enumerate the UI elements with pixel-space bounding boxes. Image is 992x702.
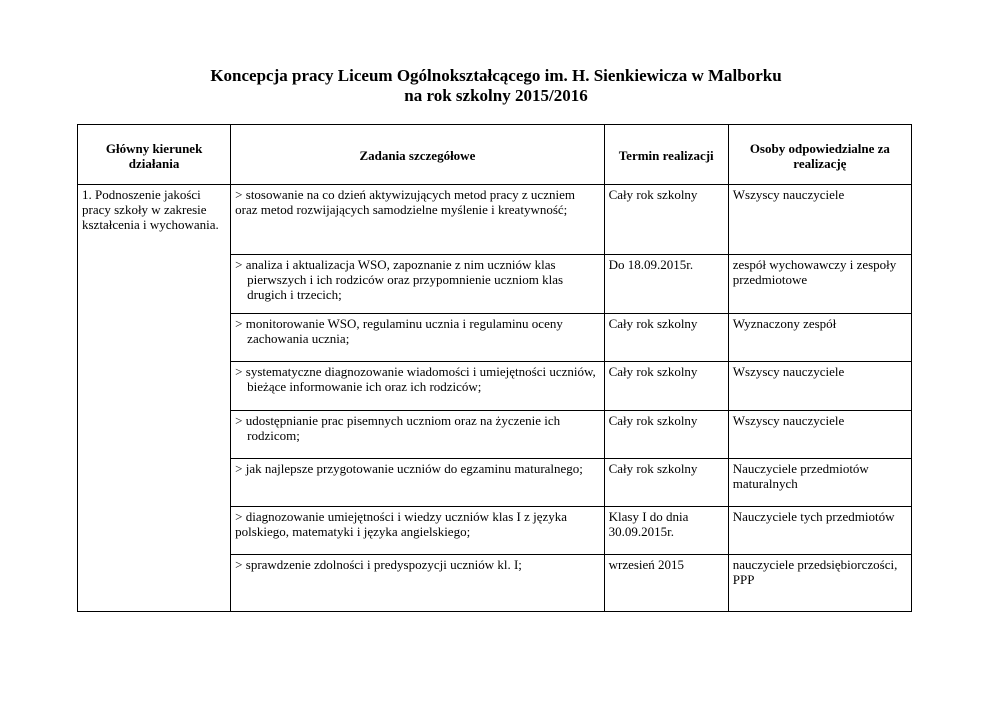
task-text: > sprawdzenie zdolności i predyspozycji uczniów kl. I; <box>235 556 522 572</box>
term-cell: Do 18.09.2015r. <box>604 254 728 314</box>
task-text: > stosowanie na co dzień aktywizujących metod pracy z uczniem oraz metod rozwijających samodzielne myślenie i kreatywność; <box>235 187 575 217</box>
task-text: > jak najlepsze przygotowanie uczniów do egzaminu maturalnego; <box>235 460 583 476</box>
task-cell <box>231 254 604 314</box>
responsible-cell: nauczyciele przedsiębiorczości, PPP <box>728 554 911 611</box>
task-cell <box>231 554 604 611</box>
responsible-cell: Wszyscy nauczyciele <box>728 185 911 255</box>
responsible-cell: Nauczyciele tych przedmiotów <box>728 506 911 554</box>
task-cell <box>231 506 604 554</box>
task-text: > analiza i aktualizacja WSO, zapoznanie z nim uczniów klas pierwszych i ich rodziców oraz przypomnienie uczniom klas drugich i trzecich; <box>235 256 564 302</box>
term-cell: Cały rok szkolny <box>604 314 728 362</box>
header-deadline: Termin realizacji <box>604 125 728 185</box>
term-cell: Cały rok szkolny <box>604 410 728 458</box>
table-header-row <box>78 125 912 185</box>
main-direction-cell: 1. Podnoszenie jakości pracy szkoły w zakresie kształcenia i wychowania. <box>78 185 231 612</box>
term-cell: Klasy I do dnia 30.09.2015r. <box>604 506 728 554</box>
task-cell <box>231 458 604 506</box>
term-cell: wrzesień 2015 <box>604 554 728 611</box>
responsible-cell: zespół wychowawczy i zespoły przedmiotowe <box>728 254 911 314</box>
responsible-cell: Wszyscy nauczyciele <box>728 362 911 410</box>
document-title: Koncepcja pracy Liceum Ogólnokształcącego im. H. Sienkiewicza w Malborku <box>210 66 782 85</box>
term-cell: Cały rok szkolny <box>604 362 728 410</box>
document-subtitle: na rok szkolny 2015/2016 <box>404 86 588 105</box>
responsible-cell: Wszyscy nauczyciele <box>728 410 911 458</box>
header-responsible: Osoby odpowiedzialne za realizację <box>728 125 911 185</box>
responsible-cell: Wyznaczony zespół <box>728 314 911 362</box>
responsible-cell: Nauczyciele przedmiotów maturalnych <box>728 458 911 506</box>
task-text: > monitorowanie WSO, regulaminu ucznia i regulaminu oceny zachowania ucznia; <box>235 316 563 347</box>
task-text: > diagnozowanie umiejętności i wiedzy uczniów klas I z języka polskiego, matematyki i języka angielskiego; <box>235 508 568 539</box>
work-plan-table <box>77 124 912 612</box>
header-main-direction: Główny kierunek działania <box>78 125 231 185</box>
task-text: > systematyczne diagnozowanie wiadomości i umiejętności uczniów, bieżące informowanie ich oraz ich rodziców; <box>235 364 596 395</box>
table-row <box>78 185 912 255</box>
term-cell: Cały rok szkolny <box>604 185 728 255</box>
header-detailed-tasks: Zadania szczegółowe <box>231 125 604 185</box>
task-text: > udostępnianie prac pisemnych uczniom oraz na życzenie ich rodzicom; <box>235 412 561 443</box>
task-cell <box>231 362 604 410</box>
task-cell <box>231 410 604 458</box>
task-cell <box>231 185 604 255</box>
term-cell: Cały rok szkolny <box>604 458 728 506</box>
task-cell <box>231 314 604 362</box>
